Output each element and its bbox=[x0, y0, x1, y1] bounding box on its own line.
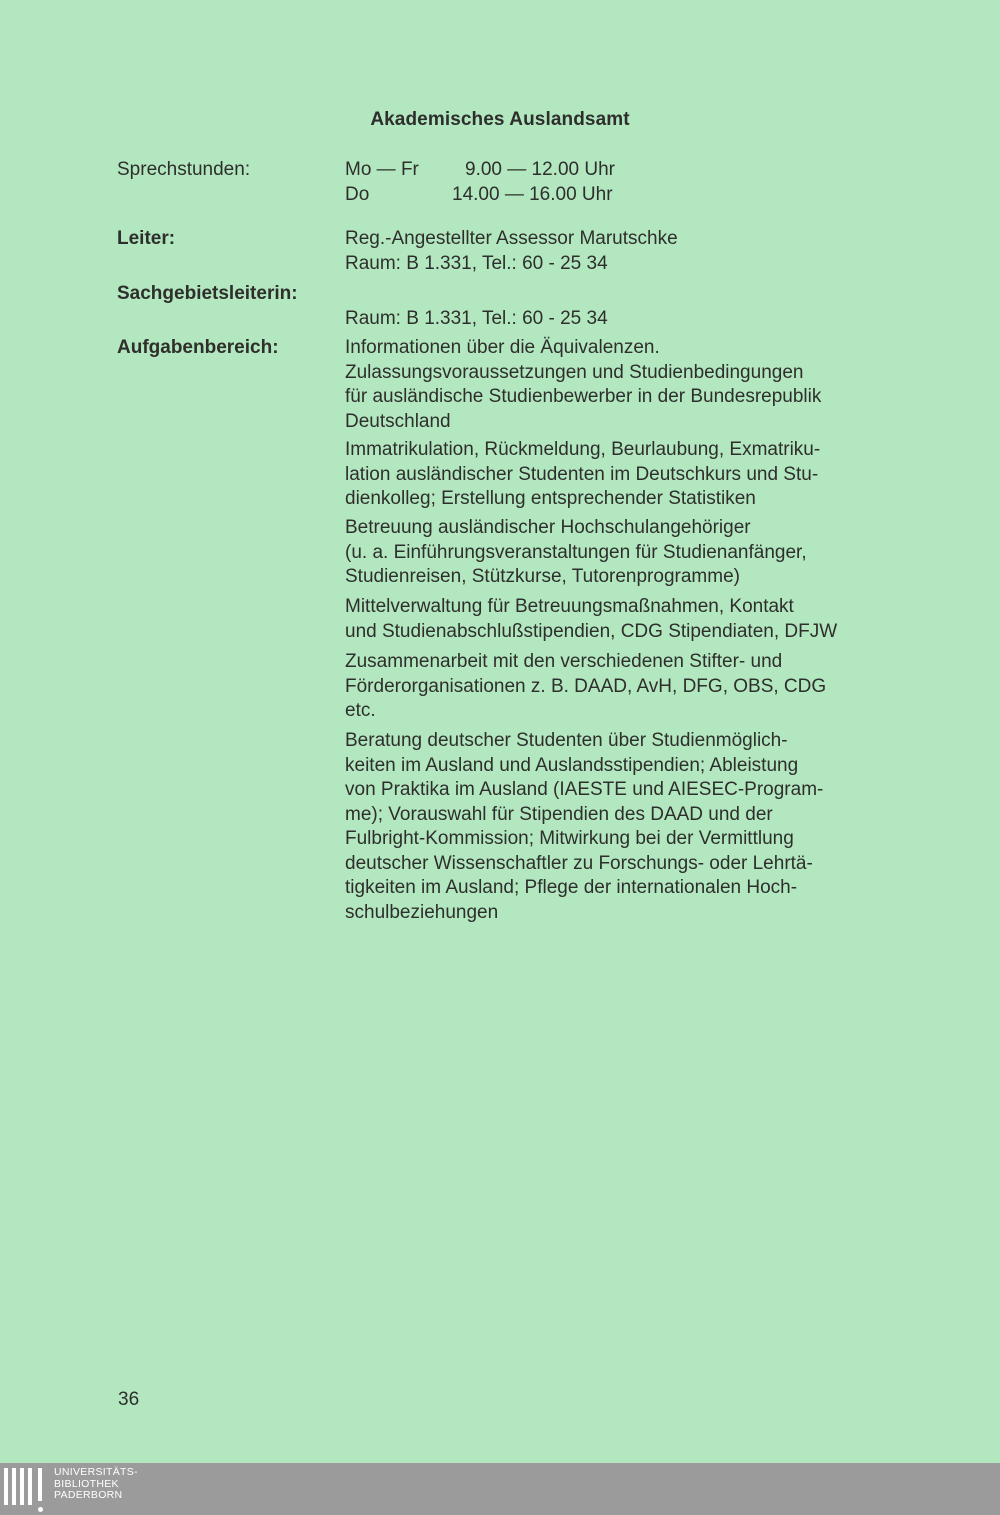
office-hours bbox=[345, 158, 745, 207]
text-line: Zusammenarbeit mit den verschiedenen Stifter- und bbox=[345, 651, 783, 672]
text-line: Fulbright-Kommission; Mitwirkung bei der Vermittlung bbox=[345, 828, 794, 849]
library-logo-icon bbox=[0, 1463, 48, 1515]
library-footer bbox=[0, 1463, 1000, 1515]
text-line: Förderorganisationen z. B. DAAD, AvH, DFG, OBS, CDG bbox=[345, 675, 827, 697]
text-line: Beratung deutscher Studenten über Studienmöglich- bbox=[345, 730, 788, 751]
text-line: me); Vorauswahl für Stipendien des DAAD und der bbox=[345, 803, 773, 825]
page-number: 36 bbox=[118, 1389, 140, 1410]
label-sachgebietsleiterin: Sachgebietsleiterin: bbox=[117, 283, 298, 304]
hours-time: 9.00 — 12.00 Uhr bbox=[465, 159, 615, 180]
aufgaben-paragraph bbox=[345, 650, 905, 724]
label-leiter: Leiter: bbox=[117, 228, 176, 249]
text-line: keiten im Ausland und Auslandsstipendien; Ableistung bbox=[345, 754, 799, 776]
text-line: (u. a. Einführungsveranstaltungen für Studienanfänger, bbox=[345, 541, 807, 563]
text-line: Informationen über die Äquivalenzen. bbox=[345, 337, 660, 358]
text-line: Mittelverwaltung für Betreuungsmaßnahmen, Kontakt bbox=[345, 596, 794, 617]
text-line: Immatrikulation, Rückmeldung, Beurlaubung, Exmatriku- bbox=[345, 439, 821, 460]
text-line: Deutschland bbox=[345, 410, 451, 432]
page-title: Akademisches Auslandsamt bbox=[370, 109, 630, 130]
text-line: Betreuung ausländischer Hochschulangehöriger bbox=[345, 517, 751, 538]
sachgebietsleiterin-room: Raum: B 1.331, Tel.: 60 - 25 34 bbox=[345, 307, 608, 329]
text-line: von Praktika im Ausland (IAESTE und AIESEC-Program- bbox=[345, 779, 824, 800]
hours-days: Do bbox=[345, 183, 370, 205]
aufgaben-paragraph bbox=[345, 336, 905, 434]
label-sprechstunden: Sprechstunden: bbox=[117, 159, 251, 180]
text-line: tigkeiten im Ausland; Pflege der internationalen Hoch- bbox=[345, 877, 798, 898]
logo-line: BIBLIOTHEK bbox=[54, 1477, 119, 1490]
aufgaben-paragraph bbox=[345, 595, 905, 644]
text-line: und Studienabschlußstipendien, CDG Stipendiaten, DFJW bbox=[345, 620, 838, 642]
leiter-room: Raum: B 1.331, Tel.: 60 - 25 34 bbox=[345, 252, 608, 274]
text-line: Zulassungsvoraussetzungen und Studienbedingungen bbox=[345, 361, 804, 383]
leiter-info bbox=[345, 227, 905, 276]
text-line: für ausländische Studienbewerber in der Bundesrepublik bbox=[345, 386, 822, 407]
text-line: dienkolleg; Erstellung entsprechender Statistiken bbox=[345, 488, 756, 509]
text-line: schulbeziehungen bbox=[345, 901, 499, 923]
text-line: deutscher Wissenschaftler zu Forschungs- oder Lehrtä- bbox=[345, 852, 813, 874]
library-logo-text bbox=[54, 1467, 138, 1502]
text-line: Studienreisen, Stützkurse, Tutorenprogramme) bbox=[345, 566, 740, 587]
hours-row bbox=[345, 158, 745, 183]
leiter-name: Reg.-Angestellter Assessor Marutschke bbox=[345, 228, 678, 249]
sachgebietsleiterin-info bbox=[345, 282, 905, 331]
aufgaben-paragraph bbox=[345, 516, 905, 590]
text-line: etc. bbox=[345, 700, 376, 721]
hours-row bbox=[345, 183, 745, 208]
logo-line: PADERBORN bbox=[54, 1489, 123, 1501]
text-line: lation ausländischer Studenten im Deutschkurs und Stu- bbox=[345, 463, 819, 485]
sachgebietsleiterin-name bbox=[345, 282, 905, 307]
hours-time: 14.00 — 16.00 Uhr bbox=[452, 183, 613, 205]
logo-line: UNIVERSITÄTS- bbox=[54, 1466, 138, 1478]
label-aufgabenbereich: Aufgabenbereich: bbox=[117, 337, 279, 358]
hours-days: Mo — Fr bbox=[345, 159, 419, 180]
aufgaben-paragraph bbox=[345, 729, 905, 925]
aufgaben-paragraph bbox=[345, 438, 905, 512]
